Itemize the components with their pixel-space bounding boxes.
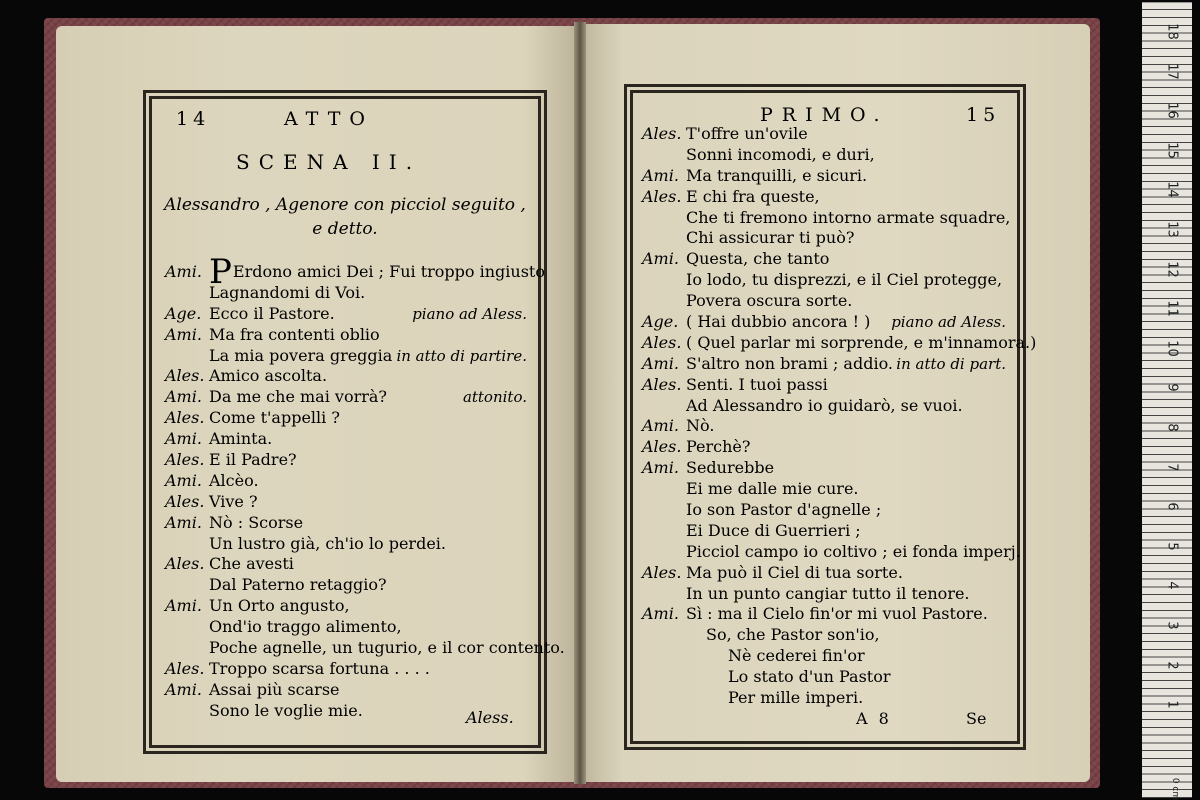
right-line: [642, 354, 1006, 375]
ruler-number: 2: [1164, 660, 1180, 670]
book-gutter: [574, 22, 586, 784]
verse-text: Ei me dalle mie cure.: [686, 479, 859, 499]
verse-text: Come t'appelli ?: [209, 408, 340, 428]
stage-direction: piano ad Aless.: [412, 304, 527, 323]
right-page-text: [642, 124, 1037, 709]
speaker-label: Ami.: [642, 165, 679, 185]
right-line: [642, 332, 1037, 354]
verse-text: Sì : ma il Cielo fin'or mi vuol Pastore.: [686, 604, 988, 624]
ruler-number: 4: [1164, 581, 1180, 591]
ruler-number: 13: [1164, 221, 1180, 238]
right-line: [642, 207, 1011, 229]
ruler-number: 5: [1164, 542, 1180, 551]
speaker-label: Ales.: [642, 332, 682, 352]
verse-text: Che avesti: [209, 554, 294, 574]
left-running-head: ATTO: [284, 108, 374, 130]
right-line: [642, 312, 1006, 333]
speaker-label: Ami.: [165, 596, 202, 616]
ruler-number: 12: [1164, 260, 1180, 278]
left-line: [165, 554, 527, 575]
right-page-number: 15: [966, 104, 1001, 126]
verse-text: T'offre un'ovile: [686, 124, 808, 143]
speaker-label: Ales.: [642, 562, 682, 582]
verse-text: Questa, che tanto: [686, 249, 830, 269]
left-line: [165, 534, 527, 555]
verse-text: Ad Alessandro io guidarò, se vuoi.: [686, 395, 963, 415]
right-line: [642, 437, 1006, 458]
ruler-number: 10: [1164, 340, 1180, 357]
persons-list: [160, 193, 530, 241]
left-line: [165, 325, 527, 346]
ruler-number: 14: [1164, 181, 1180, 199]
speaker-label: Ami.: [642, 353, 679, 373]
right-line: [642, 270, 1006, 291]
right-line: [642, 124, 1006, 145]
left-catchword: Aless.: [466, 708, 514, 727]
right-line: [642, 396, 1006, 417]
left-line: [165, 575, 527, 596]
speaker-label: Ales.: [165, 408, 205, 428]
verse-text: Troppo scarsa fortuna . . . .: [209, 658, 430, 678]
verse-text: Ma fra contenti oblio: [209, 324, 380, 344]
ruler-number: 6: [1164, 502, 1180, 511]
speaker-label: Ami.: [642, 604, 679, 624]
scene-title: SCENA II.: [236, 150, 422, 174]
speaker-label: Ales.: [642, 124, 682, 143]
ruler-number: 9: [1164, 383, 1180, 393]
left-line: [165, 304, 527, 325]
verse-text: Perchè?: [686, 437, 751, 457]
right-line: [642, 625, 1006, 646]
speaker-label: Ami.: [642, 458, 679, 478]
right-line: [642, 500, 1006, 521]
verse-text: Un Orto angusto,: [209, 596, 350, 616]
speaker-label: Ami.: [165, 512, 202, 532]
verse-text: E il Padre?: [209, 450, 297, 470]
right-line: [642, 458, 1006, 479]
stage-direction: piano ad Aless.: [891, 313, 1006, 332]
verse-text: Ei Duce di Guerrieri ;: [686, 520, 861, 540]
right-line: [642, 688, 1006, 709]
ruler-number: 8: [1164, 423, 1180, 432]
ruler-number: 18: [1164, 23, 1180, 40]
verse-text: Da me che mai vorrà?: [209, 387, 387, 407]
ruler-number: 11: [1164, 300, 1180, 317]
verse-text: Ma può il Ciel di tua sorte.: [686, 562, 903, 582]
ruler-unit-label: 0 cm: [1170, 777, 1181, 800]
ruler-number: 16: [1164, 102, 1180, 119]
verse-text: Assai più scarse: [209, 679, 340, 699]
verse-text: La mia povera greggia: [209, 345, 393, 365]
right-running-head: PRIMO.: [760, 104, 889, 126]
speaker-label: Ami.: [165, 429, 202, 449]
right-line: [642, 521, 1006, 542]
left-line: [165, 283, 527, 304]
speaker-label: Ales.: [165, 658, 205, 678]
verse-text: Ma tranquilli, e sicuri.: [686, 165, 868, 185]
left-line: [165, 617, 527, 638]
right-line: [642, 187, 1006, 208]
verse-text: Lagnandomi di Voi.: [209, 282, 366, 302]
right-line: [642, 479, 1006, 500]
speaker-label: Ami.: [165, 470, 202, 490]
speaker-label: Ales.: [165, 450, 205, 470]
verse-text: Amico ascolta.: [209, 366, 328, 386]
right-line: [642, 563, 1006, 584]
right-line: [642, 604, 1006, 625]
verse-text: Chi assicurar ti può?: [686, 228, 855, 248]
left-line: [165, 387, 527, 408]
right-line: [642, 646, 1006, 667]
left-line: [165, 492, 527, 513]
speaker-label: Ales.: [165, 554, 205, 574]
right-catchword: Se: [966, 709, 987, 728]
verse-text: Poche agnelle, un tugurio, e il cor contento.: [209, 638, 565, 658]
verse-text: Sonni incomodi, e duri,: [686, 144, 875, 164]
speaker-label: Age.: [165, 303, 202, 323]
ruler-number: 15: [1164, 142, 1180, 159]
left-line: [165, 408, 527, 429]
verse-text: ( Hai dubbio ancora ! ): [686, 312, 871, 332]
verse-text: Vive ?: [209, 491, 258, 511]
left-line: [165, 513, 527, 534]
verse-text: Per mille imperi.: [728, 688, 864, 708]
speaker-label: Ales.: [165, 491, 205, 511]
verse-text: Ecco il Pastore.: [209, 303, 335, 323]
right-line: [642, 541, 1021, 563]
speaker-label: Ales.: [642, 374, 682, 394]
verse-text: Nò : Scorse: [209, 512, 304, 532]
verse-text: Un lustro già, ch'io lo perdei.: [209, 533, 446, 553]
verse-text: S'altro non brami ; addio.: [686, 353, 893, 373]
verse-text: Che ti fremono intorno armate squadre,: [686, 207, 1011, 227]
left-line: [165, 366, 527, 387]
verse-text: Picciol campo io coltivo ; ei fonda imperj.: [686, 541, 1021, 561]
right-line: [642, 145, 1006, 166]
ruler-number: 17: [1164, 62, 1180, 80]
left-line: [165, 450, 527, 471]
left-line: [165, 346, 527, 367]
right-line: [642, 228, 1006, 249]
left-line: [165, 638, 565, 659]
verse-text: In un punto cangiar tutto il tenore.: [686, 583, 970, 603]
right-line: [642, 291, 1006, 312]
verse-text-rest: Erdono amici Dei ; Fui troppo ingiusto: [232, 262, 545, 281]
right-line: [642, 375, 1006, 396]
right-line: [642, 416, 1006, 437]
verse-text: Lo stato d'un Pastor: [728, 667, 891, 687]
speaker-label: Ales.: [165, 366, 205, 386]
left-line: [165, 659, 527, 680]
speaker-label: Ales.: [642, 437, 682, 457]
left-line: [165, 596, 527, 617]
verse-text: So, che Pastor son'io,: [706, 625, 880, 645]
stage-direction: attonito.: [462, 388, 527, 407]
speaker-label: Ales.: [642, 186, 682, 206]
left-line: [165, 680, 527, 701]
verse-text: Ond'io traggo alimento,: [209, 617, 402, 637]
left-page-number: 14: [176, 108, 211, 130]
drop-cap: P: [209, 252, 232, 292]
stage-direction: in atto di part.: [896, 354, 1006, 373]
verse-text: Io lodo, tu disprezzi, e il Ciel protegge,: [686, 270, 1003, 290]
verse-text: ( Quel parlar mi sorprende, e m'innamora.): [686, 332, 1037, 352]
right-line: [642, 667, 1006, 688]
verse-text: E chi fra queste,: [686, 186, 820, 206]
verse-text: Senti. I tuoi passi: [686, 374, 828, 394]
left-page-text: [165, 252, 565, 722]
verse-text: Sedurebbe: [686, 458, 775, 478]
speaker-label: Ami.: [165, 262, 202, 281]
speaker-label: Ami.: [165, 324, 202, 344]
verse-text: Sono le voglie mie.: [209, 700, 363, 720]
ruler-number: 7: [1164, 462, 1180, 472]
right-line: [642, 166, 1006, 187]
speaker-label: Age.: [642, 312, 679, 332]
left-line: [165, 471, 527, 492]
persons-line-1: Alessandro , Agenore con picciol seguito ,: [164, 195, 526, 215]
verse-text: Aminta.: [209, 429, 273, 449]
verse-text: Dal Paterno retaggio?: [209, 575, 387, 595]
speaker-label: Ami.: [642, 416, 679, 436]
stage-direction: in atto di partire.: [396, 346, 527, 365]
verse-text: Io son Pastor d'agnelle ;: [686, 500, 882, 520]
right-line: [642, 249, 1006, 270]
measuring-ruler: [1142, 2, 1192, 798]
signature-mark: A 8: [856, 709, 892, 728]
verse-text: Alcèo.: [209, 470, 259, 490]
verse-text: Nè cederei fin'or: [728, 646, 865, 666]
speaker-label: Ami.: [165, 679, 202, 699]
speaker-label: Ami.: [165, 387, 202, 407]
persons-line-2: e detto.: [312, 219, 378, 239]
right-line: [642, 584, 1006, 605]
verse-text: Povera oscura sorte.: [686, 291, 853, 311]
left-line: [165, 429, 527, 450]
verse-text: Nò.: [686, 416, 715, 436]
speaker-label: Ami.: [642, 249, 679, 269]
ruler-number: 1: [1164, 700, 1180, 709]
ruler-number: 3: [1164, 621, 1180, 630]
